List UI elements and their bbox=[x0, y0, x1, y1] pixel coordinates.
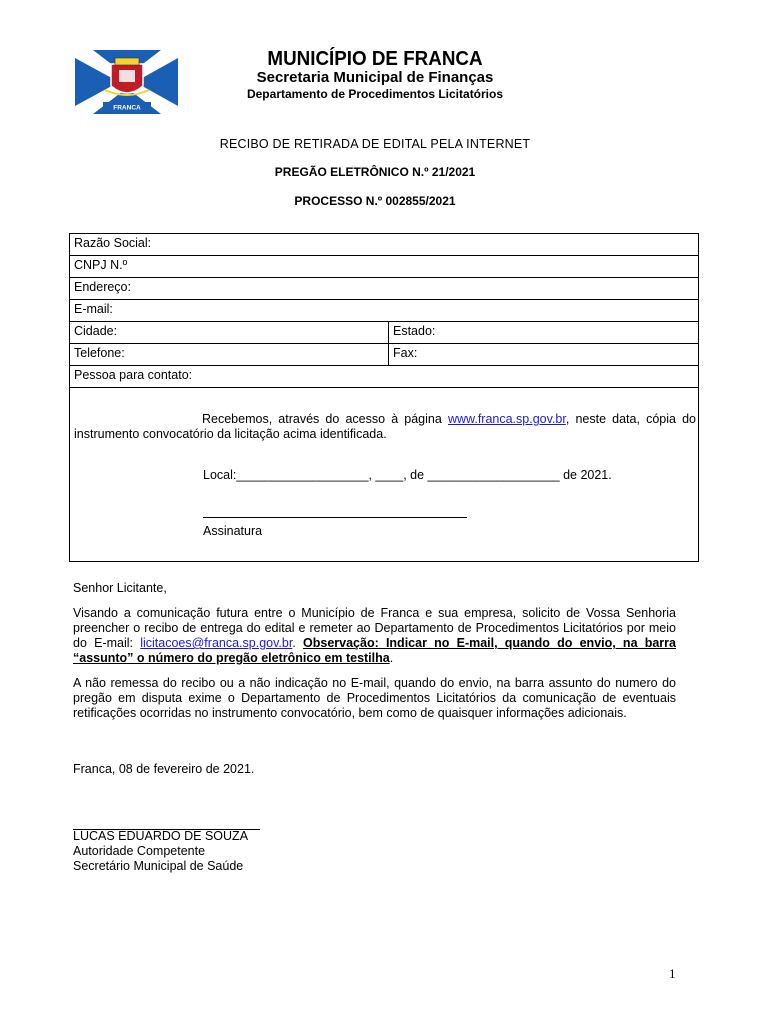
field-estado[interactable]: Estado: bbox=[389, 322, 699, 344]
municipality-flag-logo bbox=[75, 50, 178, 114]
pregao-number: PREGÃO ELETRÔNICO N.º 21/2021 bbox=[274, 165, 476, 179]
field-fax[interactable]: Fax: bbox=[389, 344, 699, 366]
field-razao-social[interactable]: Razão Social: bbox=[70, 234, 699, 256]
email-link[interactable]: licitacoes@franca.sp.gov.br bbox=[140, 636, 293, 650]
receipt-box bbox=[69, 384, 699, 562]
observation-note: Observação: Indicar no E-mail, quando do envio, na barra “assunto” o número do pregão eletrônico em testilha bbox=[73, 636, 676, 665]
signature-label: Assinatura bbox=[203, 524, 263, 538]
signatory-position: Secretário Municipal de Saúde bbox=[73, 859, 244, 873]
field-telefone[interactable]: Telefone: bbox=[70, 344, 389, 366]
signatory-name: LUCAS EDUARDO DE SOUZA bbox=[73, 829, 249, 843]
field-email[interactable]: E-mail: bbox=[70, 300, 699, 322]
salutation: Senhor Licitante, bbox=[73, 581, 167, 595]
processo-number: PROCESSO N.º 002855/2021 bbox=[294, 194, 456, 208]
field-pessoa-contato[interactable]: Pessoa para contato: bbox=[70, 366, 699, 388]
paragraph-warning: A não remessa do recibo ou a não indicação no E-mail, quando do envio, na barra assunto do numero do pregão em disputa exime o Departamento de Procedimentos Licitatórios da comunicação de eventuais retificações ocorridas no instrumento convocatório, bem como de quaisquer informações adicionais. bbox=[73, 676, 676, 720]
website-link[interactable]: www.franca.sp.gov.br bbox=[447, 412, 566, 426]
document-type: RECIBO DE RETIRADA DE EDITAL PELA INTERNET bbox=[219, 137, 531, 151]
signatory-block bbox=[73, 829, 248, 874]
field-endereco[interactable]: Endereço: bbox=[70, 278, 699, 300]
page-subtitle: Secretaria Municipal de Finanças bbox=[256, 69, 494, 86]
company-info-form bbox=[69, 233, 699, 388]
local-date-line: Local:___________________, ____, de ___________________ de 2021. bbox=[203, 468, 612, 482]
paragraph-instructions: Visando a comunicação futura entre o Município de Franca e sua empresa, solicito de Vossa Senhoria preencher o recibo de entrega do edital e remeter ao Departamento de Procedimentos Licitatórios por meio do E-mail: licitacoes@franca.sp.gov.br. Observação: Indicar no E-mail, quando do envio, na barra “assunto” o número do pregão eletrônico em testilha. bbox=[73, 606, 676, 665]
department-name: Departamento de Procedimentos Licitatórios bbox=[246, 87, 504, 101]
signature-line bbox=[203, 517, 467, 518]
letter-date: Franca, 08 de fevereiro de 2021. bbox=[73, 762, 255, 776]
logo-label: FRANCA bbox=[113, 104, 141, 112]
signatory-role: Autoridade Competente bbox=[73, 844, 206, 858]
field-cidade[interactable]: Cidade: bbox=[70, 322, 389, 344]
page-title: MUNICÍPIO DE FRANCA bbox=[267, 48, 483, 70]
page-number: 1 bbox=[669, 966, 676, 981]
field-cnpj[interactable]: CNPJ N.º bbox=[70, 256, 699, 278]
receipt-statement: Recebemos, através do acesso à página www.franca.sp.gov.br, neste data, cópia do instrumento convocatório da licitação acima identificada. bbox=[74, 412, 697, 441]
